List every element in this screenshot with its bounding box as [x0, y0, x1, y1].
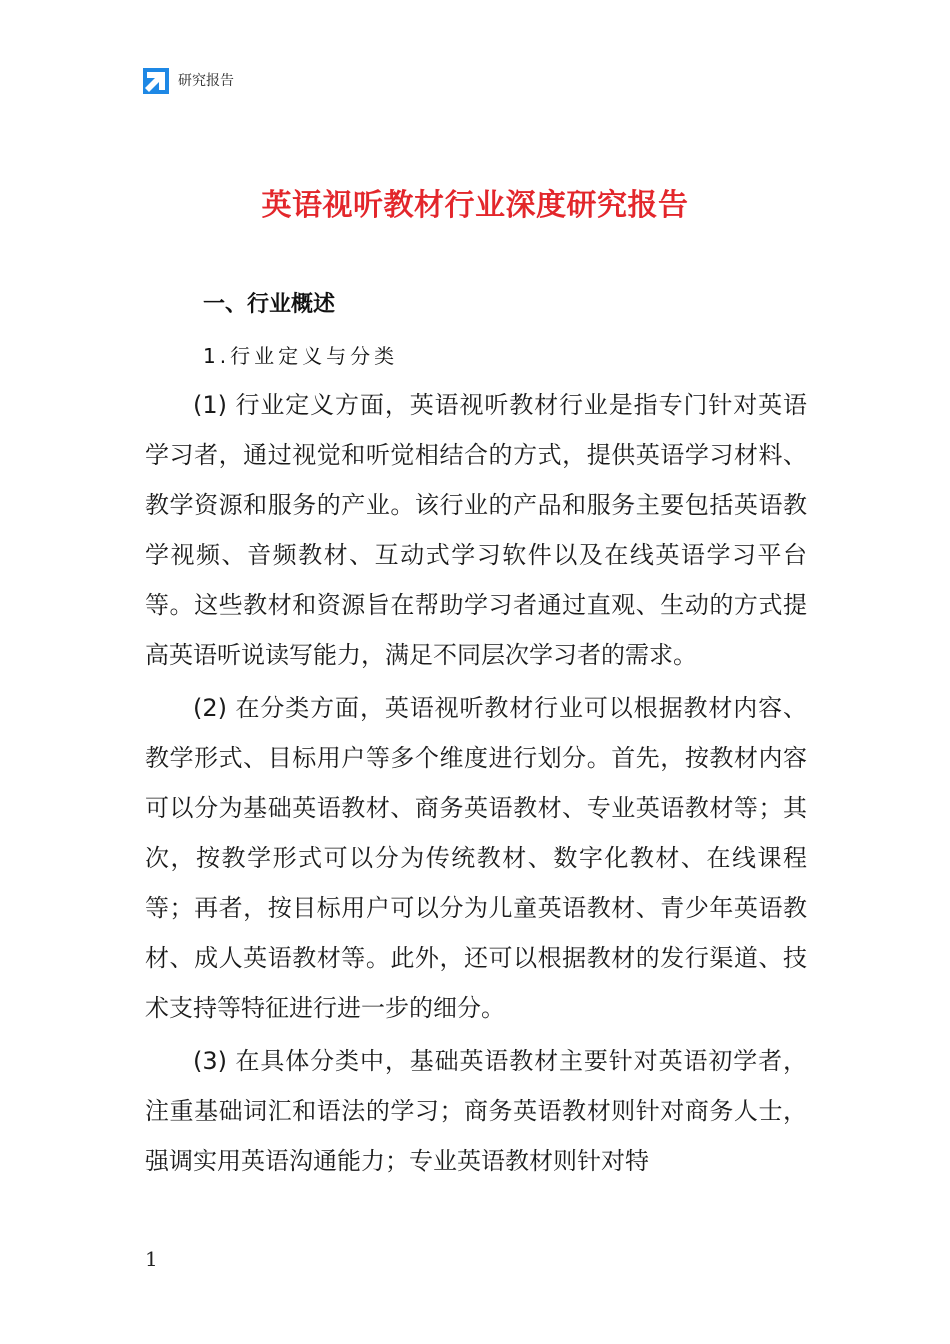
paragraph-classification: (2) 在分类方面，英语视听教材行业可以根据教材内容、教学形式、目标用户等多个维度进行划分。首先，按教材内容可以分为基础英语教材、商务英语教材、专业英语教材等；其次，按教学形式可以分为传统教材、数字化教材、在线课程等；再者，按目标用户可以分为儿童英语教材、青少年英语教材、成人英语教材等。此外，还可以根据教材的发行渠道、技术支持等特征进行进一步的细分。: [145, 694, 807, 1022]
document-title: 英语视听教材行业深度研究报告: [261, 188, 689, 223]
paragraph-definition: (1) 行业定义方面，英语视听教材行业是指专门针对英语学习者，通过视觉和听觉相结合的方式，提供英语学习材料、教学资源和服务的产业。该行业的产品和服务主要包括英语教学视频、音频教材、互动式学习软件以及在线英语学习平台等。这些教材和资源旨在帮助学习者通过直观、生动的方式提高英语听说读写能力，满足不同层次学习者的需求。: [145, 391, 807, 669]
paragraph-specific-categories: (3) 在具体分类中，基础英语教材主要针对英语初学者，注重基础词汇和语法的学习；商务英语教材则针对商务人士，强调实用英语沟通能力；专业英语教材则针对特: [145, 1047, 807, 1175]
page-number: 1: [145, 1247, 158, 1271]
page-header: [143, 68, 234, 94]
document-body: [145, 380, 807, 1189]
section-heading: 一、行业概述: [203, 292, 336, 317]
subsection-heading: 1.行业定义与分类: [203, 344, 399, 368]
header-label: 研究报告: [178, 73, 234, 89]
arrow-logo-icon: [143, 68, 169, 94]
